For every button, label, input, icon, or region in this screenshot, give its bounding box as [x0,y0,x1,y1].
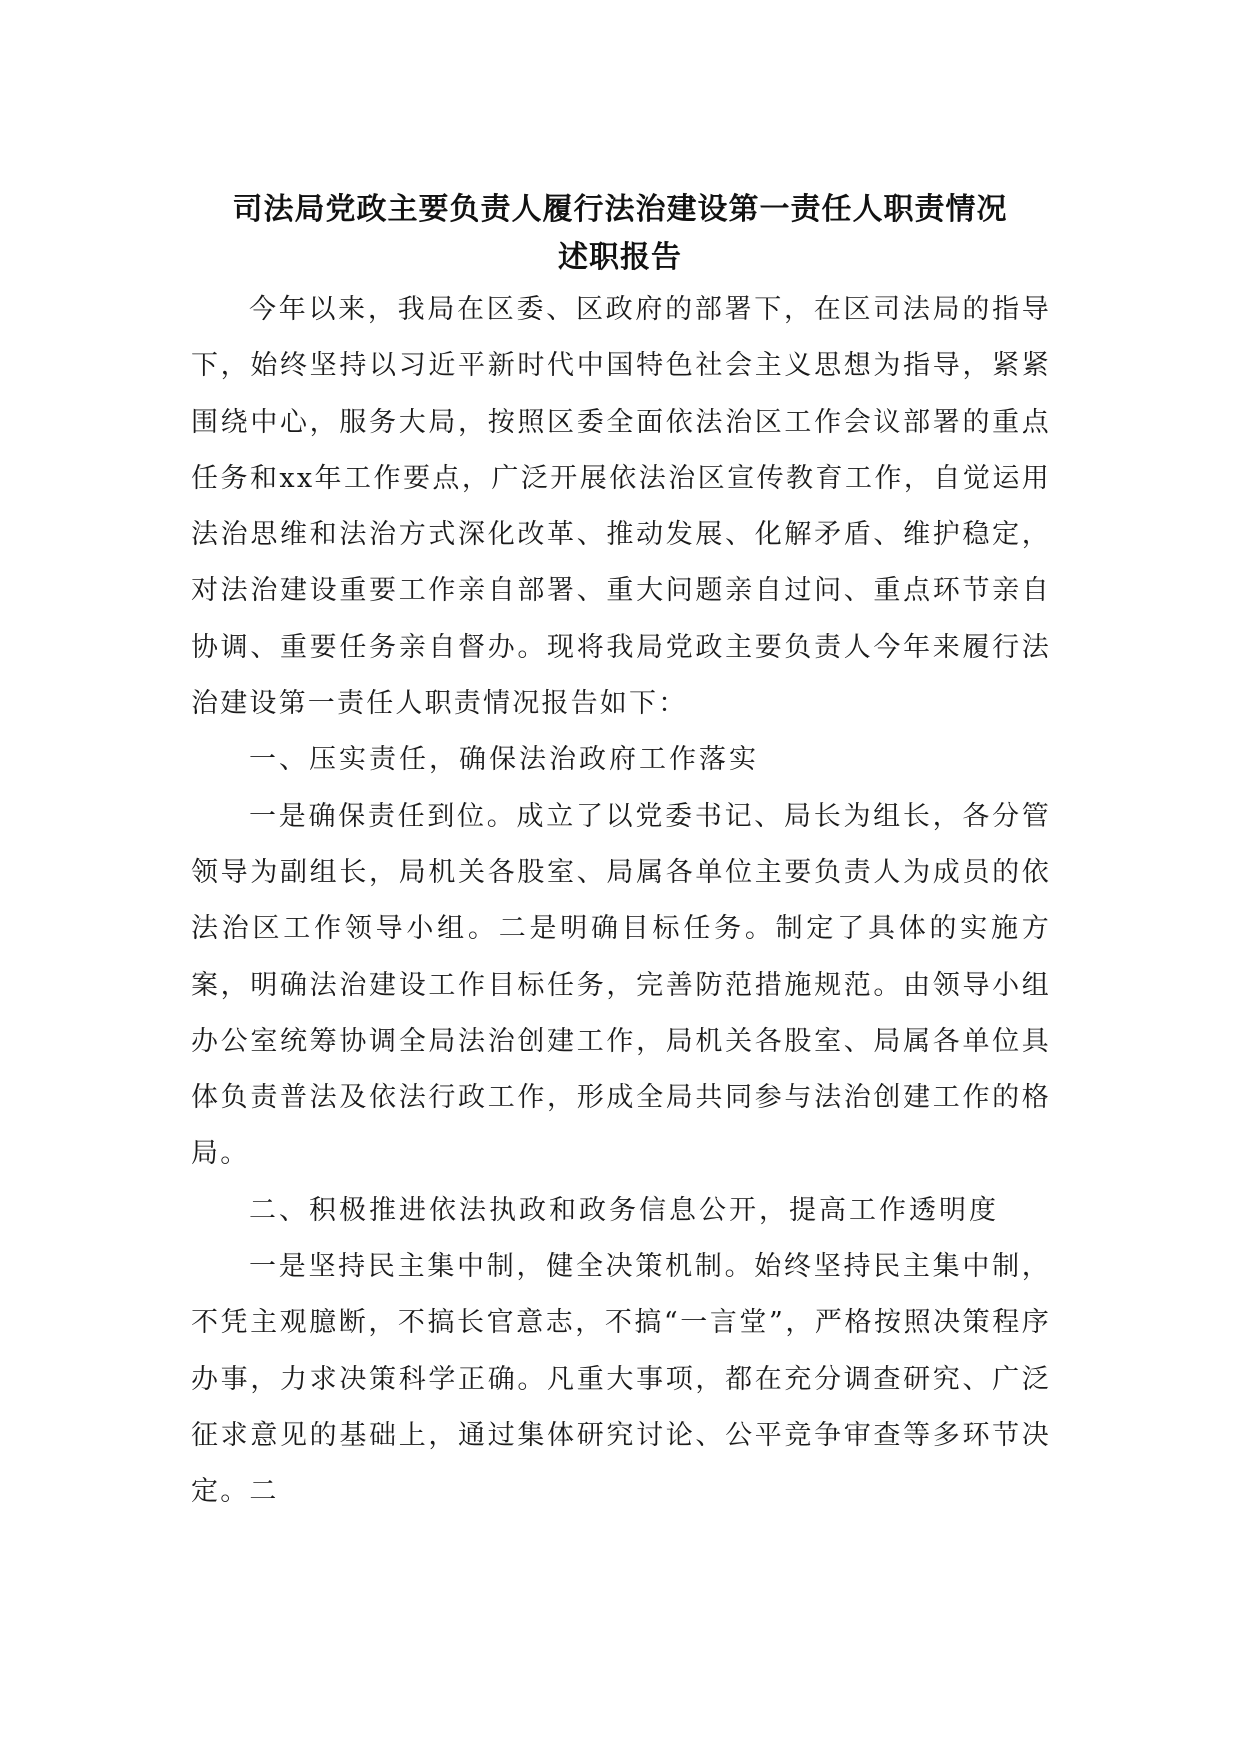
section-heading-1: 一、压实责任，确保法治政府工作落实 [249,744,759,776]
paragraph-intro: 今年以来，我局在区委、区政府的部署下，在区司法局的指导下，始终坚持以习近平新时代中国特色社会主义思想为指导，紧紧围绕中心，服务大局，按照区委全面依法治区工作会议部署的重点任务和xx年工作要点，广泛开展依法治区宣传教育工作，自觉运用法治思维和法治方式深化改革、推动发展、化解矛盾、维护稳定，对法治建设重要工作亲自部署、重大问题亲自过问、重点环节亲自协调、重要任务亲自督办。现将我局党政主要负责人今年来履行法治建设第一责任人职责情况报告如下： [191,294,1051,720]
document-title-line1: 司法局党政主要负责人履行法治建设第一责任人职责情况 [232,192,1008,227]
document-title-line2: 述职报告 [558,240,682,275]
document-body [191,282,1051,1521]
paragraph-section-1: 一是确保责任到位。成立了以党委书记、局长为组长，各分管领导为副组长，局机关各股室、局属各单位主要负责人为成员的依法治区工作领导小组。二是明确目标任务。制定了具体的实施方案，明确法治建设工作目标任务，完善防范措施规范。由领导小组办公室统筹协调全局法治创建工作，局机关各股室、局属各单位具体负责普法及依法行政工作，形成全局共同参与法治创建工作的格局。 [191,800,1051,1170]
paragraph-section-2: 一是坚持民主集中制，健全决策机制。始终坚持民主集中制，不凭主观臆断，不搞长官意志，不搞“一言堂”，严格按照决策程序办事，力求决策科学正确。凡重大事项，都在充分调查研究、广泛征求意见的基础上，通过集体研究讨论、公平竞争审查等多环节决定。二 [191,1251,1051,1508]
section-heading-2: 二、积极推进依法执政和政务信息公开，提高工作透明度 [249,1194,999,1226]
